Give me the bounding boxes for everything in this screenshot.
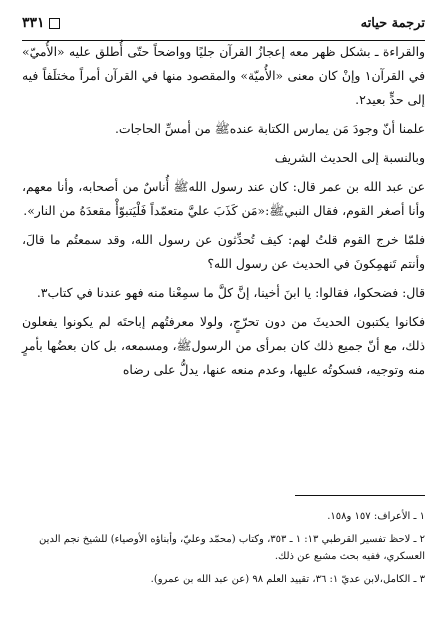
footnote-3: ٣ ـ الكامل،لابن عديّ ١: ٣٦، تقييد العلم ٩٨ (عن عبد الله بن عمرو). [150, 574, 425, 585]
paragraph-question: فلمّا خرج القوم قلتُ لهم: كيف تُحدِّثون عن رسول الله، وقد سمعتُم ما قالَ، وأنتم تَنهمِكونَ في الحديث عن رسول الله؟ [22, 232, 425, 271]
paragraph-scribes-need: علمنا أنّ وجودَ مَن يمارس الكتابة عندهﷺ من أمسِّ الحاجات. [114, 121, 425, 136]
running-title: ترجمة حياته [360, 15, 425, 31]
main-text [22, 40, 425, 387]
page-number: ٣٣١ [22, 15, 45, 31]
book-page [22, 0, 425, 639]
paragraph-conclusion: فكانوا يكتبون الحديثَ من دون تحرّجٍ، ولولا معرفتُهم إباحتَه لم يكونوا يفعلون ذلك، مع أنّ جميع ذلك كان بمرأى من الرسولﷺ، ومسمعه، بل كان بعضُها بأمرٍ منه وتوجيه، فسكوتُه عليها، وعدم منعه عنها، يدلُّ على رضاه [22, 314, 425, 377]
page-number-block [22, 15, 60, 31]
footnote-2: ٢ ـ لاحظ تفسير القرطبي ١٣: ١ ـ ٣٥٣، وكتاب (محمّد وعليّ، وأبناؤه الأوصياء) للشيخ نجم الدين العسكري، ففيه بحث مشبع عن ذلك. [39, 534, 425, 562]
page-marker-square-icon [49, 18, 60, 29]
footnotes-section [22, 495, 425, 594]
section-subheading: وبالنسبة إلى الحديث الشريف [274, 150, 425, 165]
paragraph-literacy: والقراءة ـ بشكل ظهر معه إعجازُ القرآن جليًا وواضحاً حتّى أُطلق عليه «الأُميّ» في القرآن١ وإنْ كان معنى «الأُميّة» والمقصود منها في القرآن أمراً مختلَفاً فيه إلى حدٍّ بعيد٢. [22, 44, 425, 107]
paragraph-ibn-umar-narration: عن عبد الله بن عمر قال: كان عند رسول اللهﷺ أُناسٌ من أصحابه، وأنا معهم، وأنا أصغر القوم، فقال النبيﷺ:«مَن كَذَبَ عليَّ متعمّداً فَلْيَتبوّأْ مقعدَهُ من النار». [22, 179, 425, 218]
footnote-divider [295, 495, 425, 496]
running-header [22, 12, 425, 41]
footnote-1: ١ ـ الأعراف: ١٥٧ و١٥٨. [327, 511, 425, 522]
paragraph-answer: قال: فضحكوا، فقالوا: يا ابنَ أخينا، إنَّ كلَّ ما سمِعْنا منه فهو عندنا في كتاب٣. [36, 285, 425, 300]
